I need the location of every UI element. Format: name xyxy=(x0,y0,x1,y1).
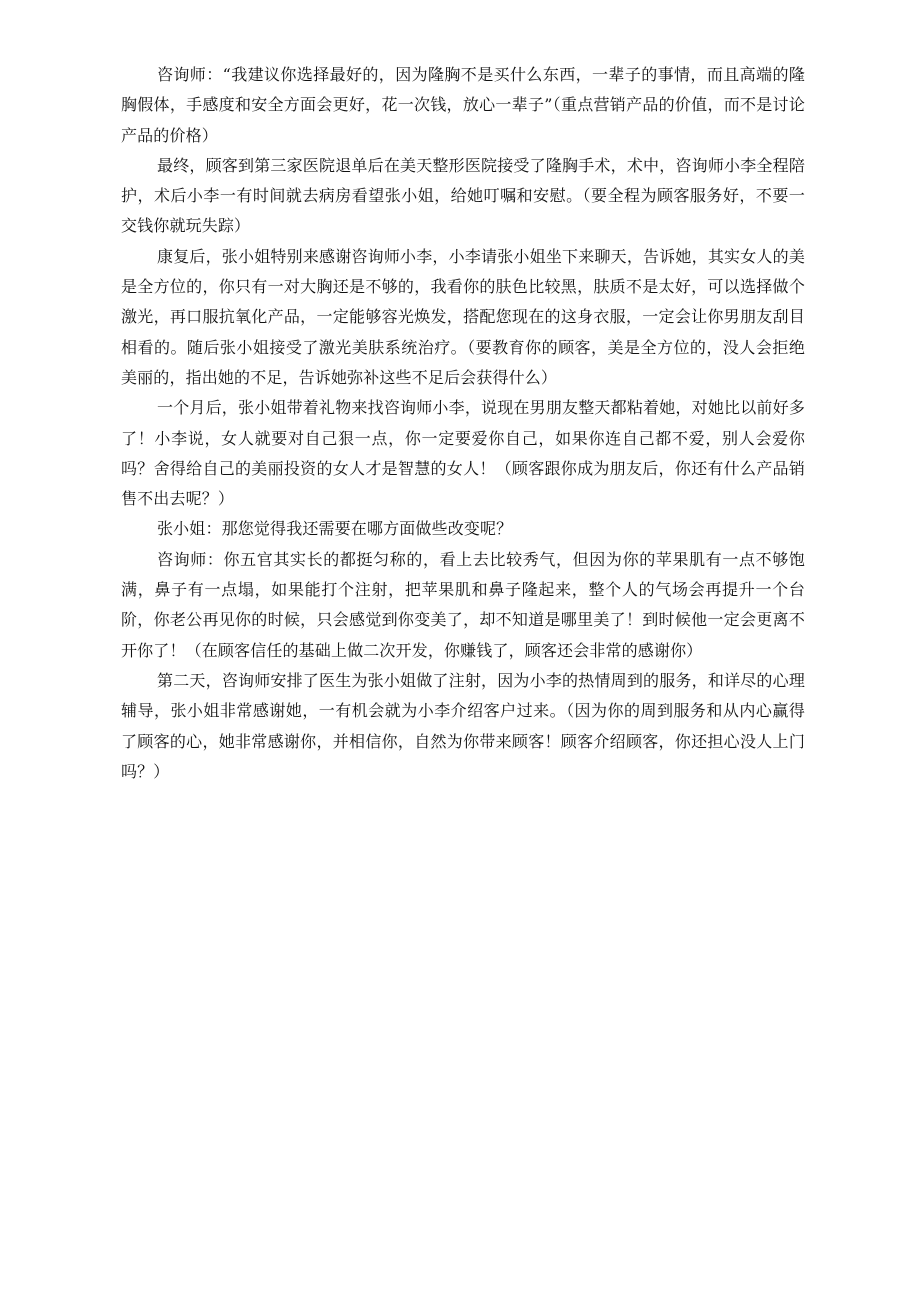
paragraph-consultant-advice: 咨询师：你五官其实长的都挺匀称的，看上去比较秀气，但因为你的苹果肌有一点不够饱满，鼻子有一点塌，如果能打个注射，把苹果肌和鼻子隆起来，整个人的气场会再提升一个台阶，你老公再见你的时候，只会感觉到你变美了，却不知道是哪里美了！到时候他一定会更离不开你了！（在顾客信任的基础上做二次开发，你赚钱了，顾客还会非常的感谢你） xyxy=(121,549,805,660)
document-body xyxy=(121,60,805,787)
paragraph-customer-question: 张小姐：那您觉得我还需要在哪方面做些改变呢？ xyxy=(157,519,513,539)
paragraph-month-later: 一个月后，张小姐带着礼物来找咨询师小李，说现在男朋友整天都粘着她，对她比以前好多了！小李说，女人就要对自己狠一点，你一定要爱你自己，如果你连自己都不爱，别人会爱你吗？舍得给自己的美丽投资的女人才是智慧的女人！（顾客跟你成为朋友后，你还有什么产品销售不出去呢？） xyxy=(121,398,805,509)
paragraph-recovery-upsell: 康复后，张小姐特别来感谢咨询师小李，小李请张小姐坐下来聊天，告诉她，其实女人的美是全方位的，你只有一对大胸还是不够的，我看你的肤色比较黑，肤质不是太好，可以选择做个激光，再口服抗氧化产品，一定能够容光焕发，搭配您现在的这身衣服，一定会让你男朋友刮目相看的。随后张小姐接受了激光美肤系统治疗。（要教育你的顾客，美是全方位的，没人会拒绝美丽的，指出她的不足，告诉她弥补这些不足后会获得什么） xyxy=(121,246,805,387)
paragraph-consultant-recommendation: 咨询师：“我建议你选择最好的，因为隆胸不是买什么东西，一辈子的事情，而且高端的隆胸假体，手感度和安全方面会更好，花一次钱，放心一辈子”（重点营销产品的价值，而不是讨论产品的价格） xyxy=(121,65,805,145)
paragraph-next-day-referral: 第二天，咨询师安排了医生为张小姐做了注射，因为小李的热情周到的服务，和详尽的心理辅导，张小姐非常感谢她，一有机会就为小李介绍客户过来。（因为你的周到服务和从内心赢得了顾客的心，她非常感谢你，并相信你，自然为你带来顾客！顾客介绍顾客，你还担心没人上门吗？） xyxy=(121,670,805,781)
paragraph-surgery-care: 最终，顾客到第三家医院退单后在美天整形医院接受了隆胸手术，术中，咨询师小李全程陪护，术后小李一有时间就去病房看望张小姐，给她叮嘱和安慰。（要全程为顾客服务好，不要一交钱你就玩失踪） xyxy=(121,155,805,236)
